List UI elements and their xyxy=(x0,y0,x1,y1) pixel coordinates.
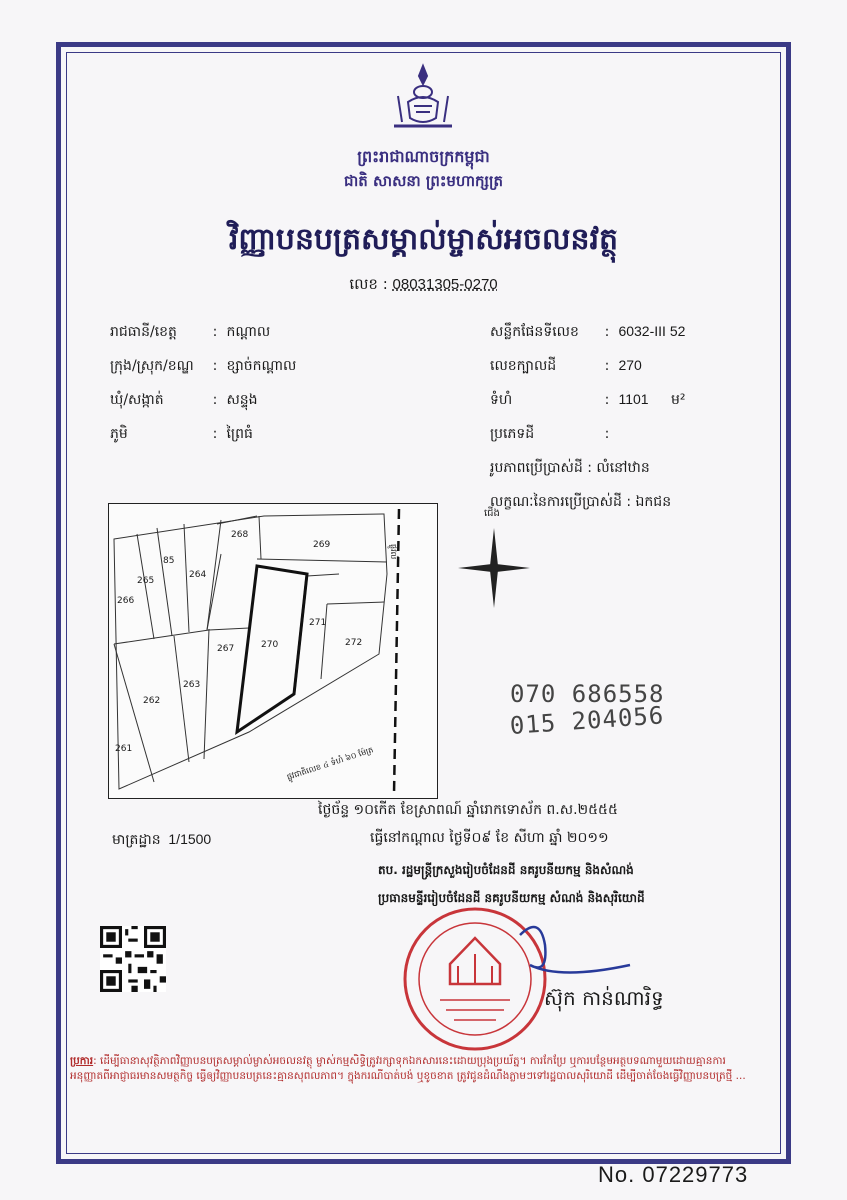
road-label: ផ្លូវជាតិលេខ ៤ ទំហំ ៦០ ម៉ែត្រ xyxy=(285,745,375,782)
parcel-label: 265 xyxy=(137,576,155,586)
parcel-label: 269 xyxy=(313,540,331,550)
field-map-sheet: សន្លឹកផែនទីលេខ : 6032-III 52 xyxy=(490,323,686,340)
field-area: ទំហំ : 1101 ម² xyxy=(490,391,686,408)
signature-stroke xyxy=(500,905,650,995)
certificate-title: វិញ្ញាបនបត្រសម្គាល់ម្ចាស់អចលនវត្ថុ xyxy=(228,222,619,257)
field-district: ក្រុង/ស្រុក/ខណ្ឌ : ខ្សាច់កណ្ដាល xyxy=(110,358,297,374)
parcel-label: 266 xyxy=(117,596,135,606)
parcel-label: 271 xyxy=(309,618,327,628)
parcel-label: 85 xyxy=(163,556,175,566)
parcel-label: 267 xyxy=(217,644,235,654)
field-use-nature: លក្ខណៈនៃការប្រើប្រាស់ដី : ឯកជន xyxy=(490,494,672,510)
map-scale: មាត្រដ្ឋាន 1/1500 xyxy=(112,831,212,847)
field-commune: ឃុំ/សង្កាត់ : សន្ទុង xyxy=(110,392,258,408)
field-parcel-number: លេខក្បាលដី : 270 xyxy=(490,357,642,374)
cadastral-map xyxy=(108,503,438,799)
footnote: ប្រការ: ដើម្បីធានាសុវត្ថិភាពវិញ្ញាបនបត្រសម្គាល់ម្ចាស់អចលនវត្ថុ ម្ចាស់កម្មសិទ្ធិត្រូវរក្សាទុកឯកសារនេះដោយប្រុងប្រយ័ត្ន។ ការកែប្រែ ឬការបន្ថែមអត្ថបទណាមួយដោយគ្មានការអនុញ្ញាតពីអាជ្ញាធរមានសមត្ថកិច្ច ធ្វើឲ្យវិញ្ញាបនបត្រនេះគ្មានសុពលភាព។ ក្នុងករណីបាត់បង់ ឬខូចខាត ត្រូវជូនដំណឹងភ្លាមៗទៅរដ្ឋបាលសុរិយោដី ដើម្បីចាត់ចែងធ្វើវិញ្ញាបនបត្រថ្មី ... xyxy=(70,1055,746,1082)
qr-code-icon xyxy=(100,926,166,992)
national-motto: ជាតិ សាសនា ព្រះមហាក្សត្រ xyxy=(344,172,503,190)
official-title-line2: ប្រធានមន្ទីររៀបចំដែនដី នគរូបនីយកម្ម សំណង់ និងសុរិយោដី xyxy=(378,891,645,905)
handwritten-phone: 070 686558 xyxy=(510,680,665,708)
parcel-label: 264 xyxy=(189,570,207,580)
parcel-label: 262 xyxy=(143,696,161,706)
road-label: ផ្លូវលំ xyxy=(389,544,398,560)
field-land-type: ប្រភេទដី : xyxy=(490,426,610,442)
field-land-use: រូបភាពប្រើប្រាស់ដី : លំនៅឋាន xyxy=(490,460,650,476)
parcel-label: 268 xyxy=(231,530,249,540)
issue-date: ធ្វើនៅកណ្ដាល ថ្ងៃទី០៩ ខែ សីហា ឆ្នាំ ២០១១ xyxy=(370,830,609,846)
compass-rose-icon xyxy=(456,522,532,614)
serial-number: No. 07229773 xyxy=(598,1162,749,1187)
north-label: ជើង xyxy=(484,508,500,519)
handwritten-phone: 015 204056 xyxy=(509,701,666,740)
kingdom-heading: ព្រះរាជាណាចក្រកម្ពុជា xyxy=(357,147,490,166)
parcel-label: 261 xyxy=(115,744,133,754)
royal-emblem-icon xyxy=(388,62,458,134)
parcel-label: 270 xyxy=(261,640,279,650)
signatory-name: ស៊ុក កាន់ណារិទ្ធ xyxy=(544,986,664,1010)
field-province: រាជធានី/ខេត្ត : កណ្ដាល xyxy=(110,324,271,340)
parcel-label: 263 xyxy=(183,680,201,690)
number-value: 08031305-0270 xyxy=(392,276,498,293)
number-label: លេខ xyxy=(349,275,378,293)
field-village: ភូមិ : ព្រៃធំ xyxy=(110,426,253,442)
official-title-line1: តប. រដ្ឋមន្ត្រីក្រសួងរៀបចំដែនដី នគរូបនីយកម្ម និងសំណង់ xyxy=(378,863,634,877)
lunar-date: ថ្ងៃច័ន្ទ ១០កើត ខែស្រាពណ៍ ឆ្នាំរោកទោស័ក ព.ស.២៥៥៥ xyxy=(318,802,618,818)
certificate-number: លេខ : 08031305-0270 xyxy=(349,275,498,293)
parcel-label: 272 xyxy=(345,638,363,648)
